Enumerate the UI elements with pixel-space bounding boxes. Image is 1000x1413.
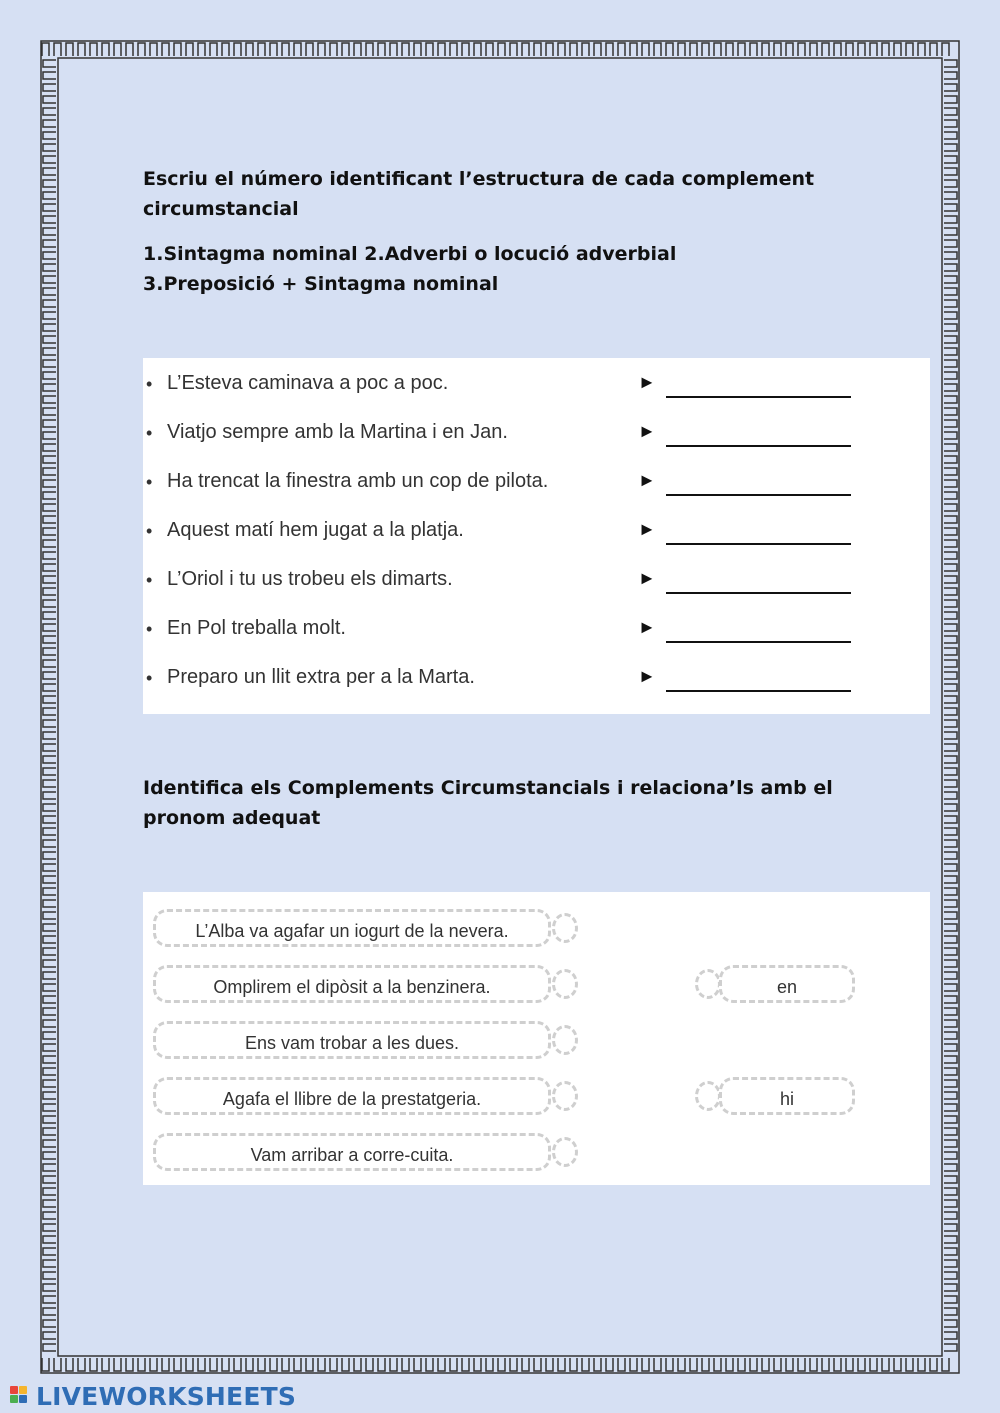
arrow-icon: ►	[638, 666, 656, 686]
task1-options: 1.Sintagma nominal 2.Adverbi o locució adverbial 3.Preposició + Sintagma nominal	[143, 243, 677, 295]
exercise1-row	[143, 666, 930, 696]
matching-sentence-label: Omplirem el dipòsit a la benzinera.	[213, 977, 491, 997]
arrow-icon: ►	[638, 617, 656, 637]
matching-sentence[interactable]	[153, 1077, 551, 1115]
exercise1-row	[143, 372, 930, 402]
answer-blank[interactable]	[666, 690, 851, 692]
connector-ring[interactable]	[552, 1025, 578, 1055]
matching-sentence-label: L’Alba va agafar un iogurt de la nevera.	[195, 921, 509, 941]
answer-blank[interactable]	[666, 445, 851, 447]
exercise1-row	[143, 568, 930, 598]
logo-text: LIVEWORKSHEETS	[36, 1382, 297, 1411]
matching-sentence[interactable]	[153, 1133, 551, 1171]
arrow-icon: ►	[638, 470, 656, 490]
logo-square-yellow	[19, 1386, 27, 1394]
connector-ring[interactable]	[695, 969, 721, 999]
bullet: •	[146, 374, 153, 394]
exercise1-sentence: Aquest matí hem jugat a la platja.	[167, 519, 464, 541]
answer-blank[interactable]	[666, 641, 851, 643]
bullet: •	[146, 570, 153, 590]
arrow-icon: ►	[638, 421, 656, 441]
bullet: •	[146, 668, 153, 688]
pronoun-label: en	[776, 977, 798, 997]
bullet: •	[146, 521, 153, 541]
exercise1-sentence: L’Oriol i tu us trobeu els dimarts.	[167, 568, 453, 590]
matching-sentence[interactable]	[153, 1021, 551, 1059]
arrow-icon: ►	[638, 372, 656, 392]
task2-title: Identifica els Complements Circumstancials i relaciona’ls amb el pronom adequat	[143, 777, 833, 829]
arrow-icon: ►	[638, 568, 656, 588]
answer-blank[interactable]	[666, 494, 851, 496]
connector-ring[interactable]	[695, 1081, 721, 1111]
bullet: •	[146, 472, 153, 492]
exercise1-sentence: Viatjo sempre amb la Martina i en Jan.	[167, 421, 508, 443]
exercise1-sentence: Preparo un llit extra per a la Marta.	[167, 666, 475, 688]
connector-ring[interactable]	[552, 1081, 578, 1111]
pronoun-option[interactable]	[719, 965, 855, 1003]
logo-square-green	[10, 1395, 18, 1403]
connector-ring[interactable]	[552, 969, 578, 999]
answer-blank[interactable]	[666, 396, 851, 398]
exercise1-row	[143, 617, 930, 647]
matching-sentence-label: Ens vam trobar a les dues.	[244, 1033, 460, 1053]
arrow-icon: ►	[638, 519, 656, 539]
exercise2-panel	[143, 892, 930, 1185]
exercise1-panel	[143, 358, 930, 714]
answer-blank[interactable]	[666, 543, 851, 545]
answer-blank[interactable]	[666, 592, 851, 594]
exercise1-row	[143, 421, 930, 451]
matching-sentence[interactable]	[153, 909, 551, 947]
exercise1-row	[143, 470, 930, 500]
task1-title: Escriu el número identificant l’estructura de cada complement circumstancial	[143, 168, 815, 220]
matching-sentence-label: Vam arribar a corre-cuita.	[250, 1145, 454, 1165]
logo-square-blue	[19, 1395, 27, 1403]
exercise1-sentence: L’Esteva caminava a poc a poc.	[167, 372, 449, 394]
pronoun-option[interactable]	[719, 1077, 855, 1115]
pronoun-label: hi	[779, 1089, 794, 1109]
exercise1-sentence: Ha trencat la finestra amb un cop de pilota.	[167, 470, 549, 492]
exercise1-sentence: En Pol treballa molt.	[167, 617, 346, 639]
exercise1-row	[143, 519, 930, 549]
matching-sentence[interactable]	[153, 965, 551, 1003]
connector-ring[interactable]	[552, 913, 578, 943]
bullet: •	[146, 619, 153, 639]
connector-ring[interactable]	[552, 1137, 578, 1167]
bullet: •	[146, 423, 153, 443]
logo-square-red	[10, 1386, 18, 1394]
matching-sentence-label: Agafa el llibre de la prestatgeria.	[222, 1089, 482, 1109]
